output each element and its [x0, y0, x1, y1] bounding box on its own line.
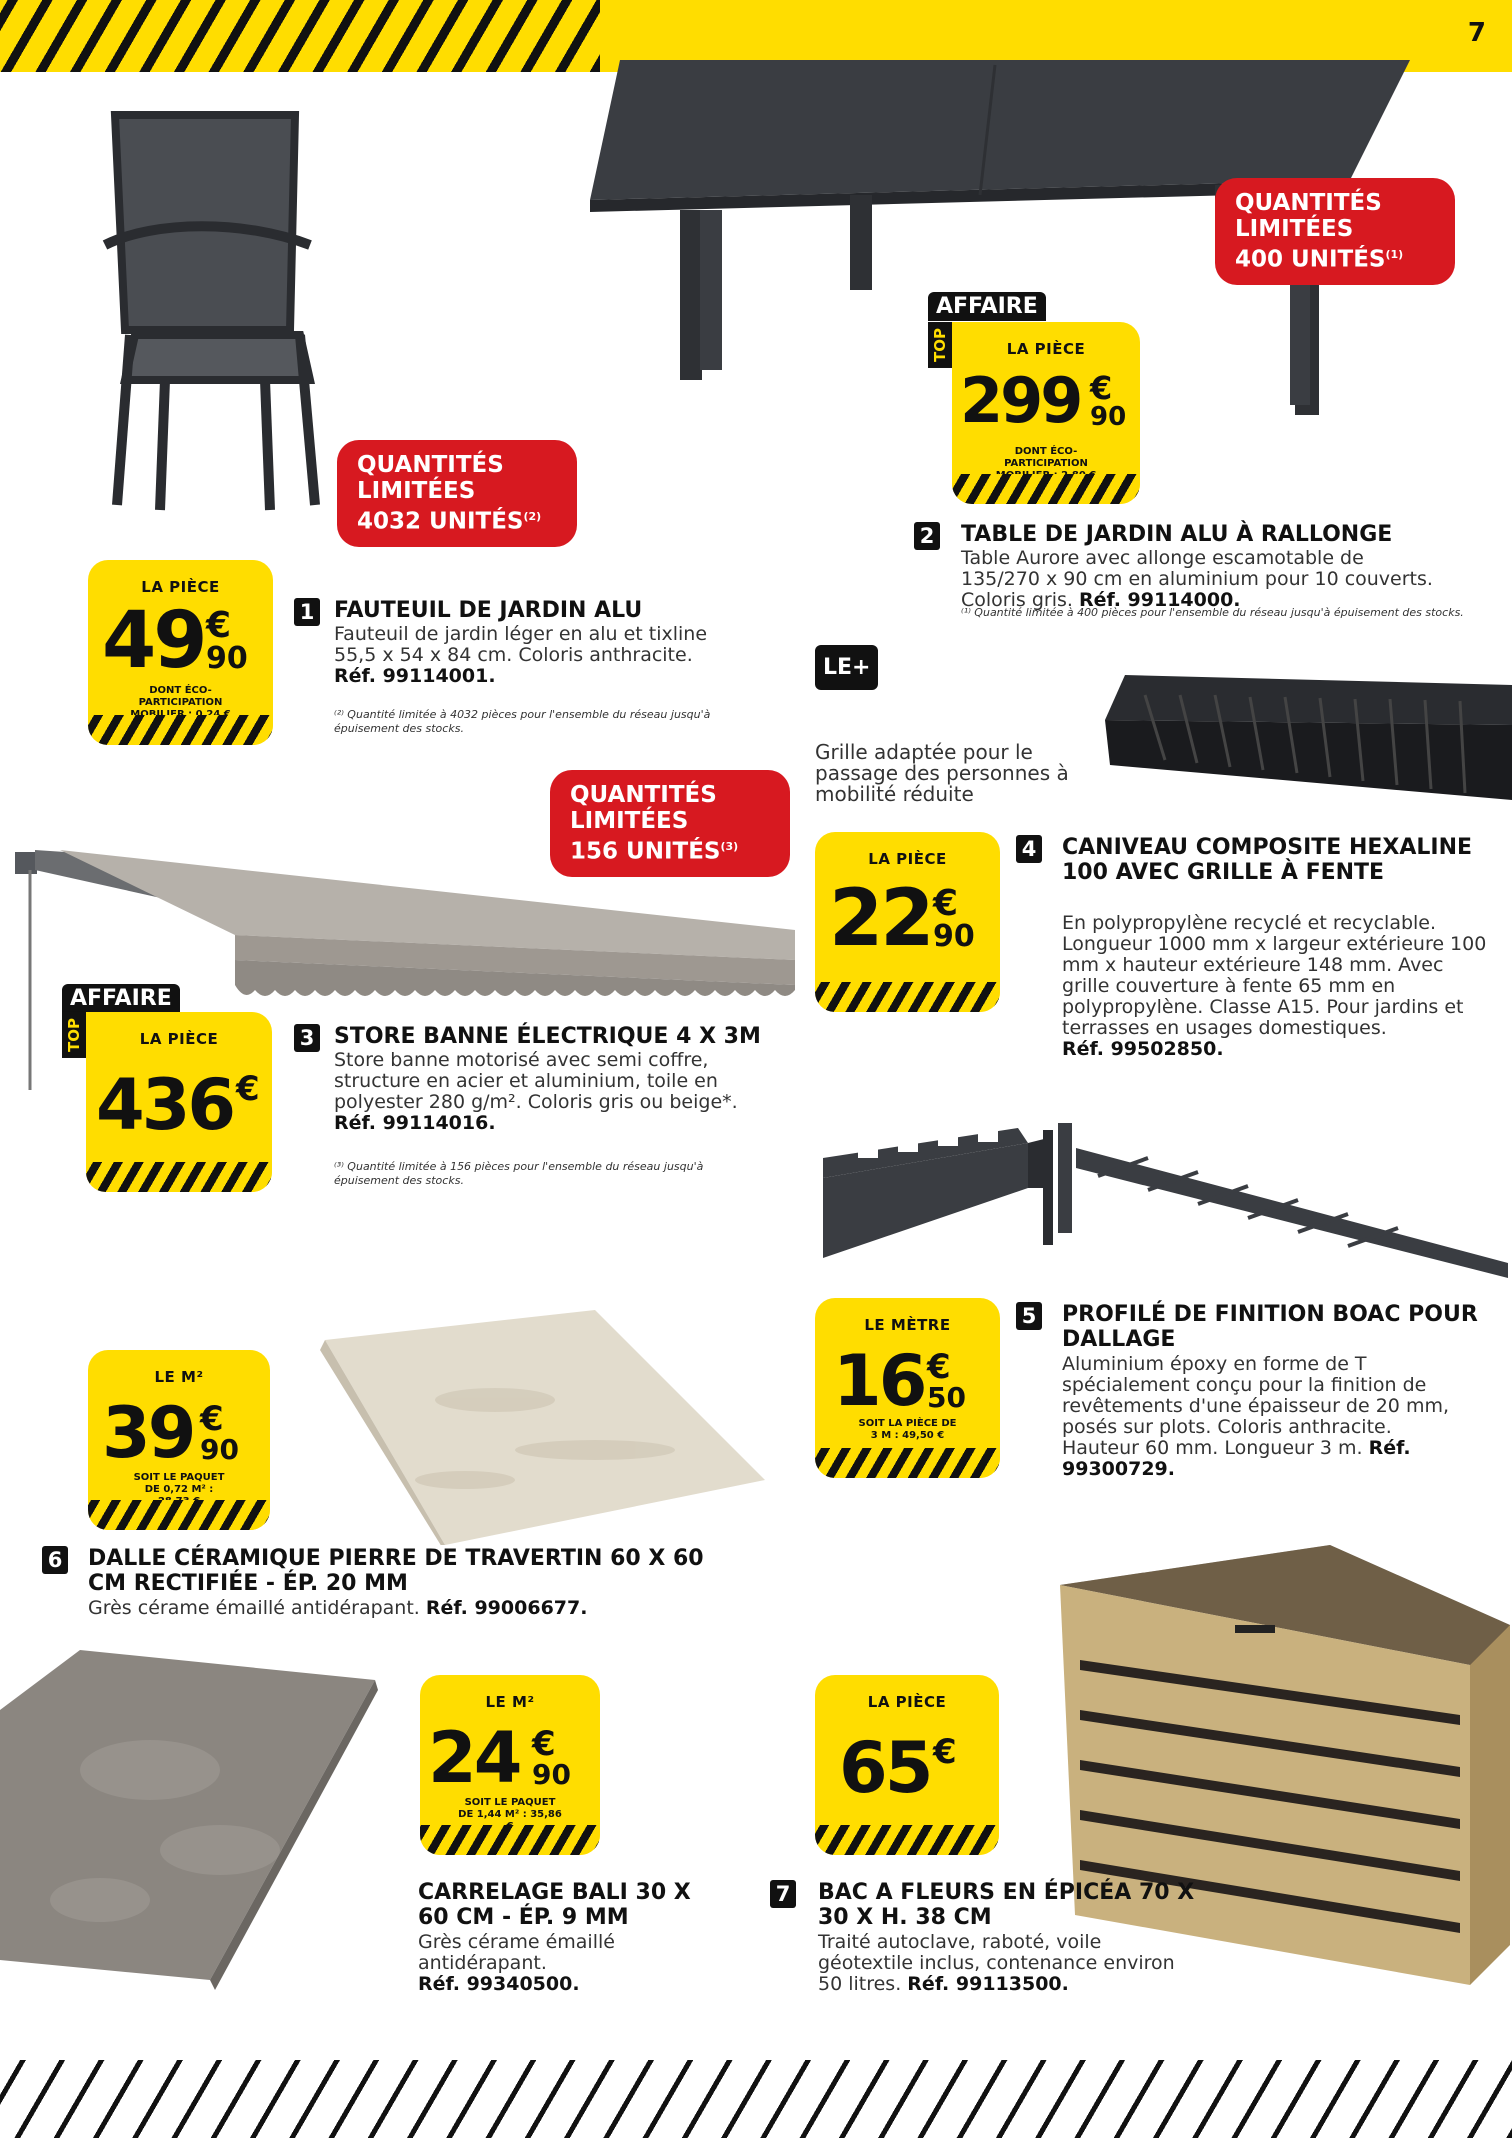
tag-stripes — [86, 1162, 272, 1192]
price-tag-8: LA PIÈCE 65 € — [815, 1675, 999, 1855]
tag-stripes — [815, 1825, 999, 1855]
product-title-bali: CARRELAGE BALI 30 X 60 CM - ÉP. 9 MM — [418, 1880, 691, 1930]
tag-stripes — [88, 1500, 270, 1530]
travertine-tile-image — [295, 1310, 765, 1545]
product-title-5: PROFILÉ DE FINITION BOAC POUR DALLAGE — [1062, 1302, 1478, 1352]
hatch-pattern — [0, 0, 600, 72]
product-title-3: STORE BANNE ÉLECTRIQUE 4 X 3M — [334, 1024, 761, 1049]
product-desc-7: Traité autoclave, raboté, voile géotextile inclus, contenance environ 50 litres. Réf. 99113500. — [818, 1931, 1175, 1995]
limited-quantity-bubble-1: QUANTITÉS LIMITÉES 4032 UNITÉS$^{(2)}$ — [337, 440, 577, 547]
product-title-4: CANIVEAU COMPOSITE HEXALINE 100 AVEC GRILLE À FENTE — [1062, 835, 1473, 885]
price-tag-2: LA PIÈCE 299 € 90 DONT ÉCO-PARTICIPATION — [952, 322, 1140, 504]
tag-stripes — [952, 474, 1140, 504]
top-badge-2: TOP — [928, 322, 952, 368]
price-tag-5: LE MÈTRE 16 € 50 SOIT LA PIÈCE DE 3 M : 49,50 € — [815, 1298, 1000, 1478]
product-desc-1: Fauteuil de jardin léger en alu et tixline 55,5 x 54 x 84 cm. Coloris anthracite. Réf. 99114001. — [334, 623, 708, 687]
tag-stripes — [420, 1825, 600, 1855]
product-number-3: 3 — [294, 1024, 320, 1052]
bali-tile-image — [0, 1650, 380, 1990]
tag-stripes — [815, 1448, 1000, 1478]
page-number: 7 — [1467, 18, 1486, 48]
product-note-2: ⁽¹⁾ Quantité limitée à 400 pièces pour l'ensemble du réseau jusqu'à épuisement des stocks. — [961, 606, 1464, 619]
tag-stripes — [815, 982, 1000, 1012]
product-number-2: 2 — [914, 522, 940, 550]
le-plus-badge: LE+ — [815, 645, 878, 690]
product-desc-4: En polypropylène recyclé et recyclable. Longueur 1000 mm x largeur extérieure 100 mm x hauteur extérieure 148 mm. Avec grille couverture à fente 65 mm en polypropylène. Classe A15. Pour jardins et terrasses en usages domestiques. Réf. 99502850. — [1062, 912, 1487, 1060]
product-number-7: 7 — [770, 1880, 796, 1908]
le-plus-text: Grille adaptée pour le passage des personnes à mobilité réduite — [815, 740, 1069, 806]
product-title-6: DALLE CÉRAMIQUE PIERRE DE TRAVERTIN 60 X 60 CM RECTIFIÉE - ÉP. 20 MM — [88, 1546, 704, 1596]
price-tag-3: LA PIÈCE 436 € — [86, 1012, 272, 1192]
product-desc-3: Store banne motorisé avec semi coffre, structure en acier et aluminium, toile en polyester 280 g/m². Coloris gris ou beige*. Réf. 99114016. — [334, 1049, 738, 1134]
caniveau-image — [1085, 665, 1512, 815]
affaire-badge-2: AFFAIRE — [928, 292, 1046, 321]
product-number-5: 5 — [1016, 1302, 1042, 1330]
product-title-7: BAC A FLEURS EN ÉPICÉA 70 X 30 X H. 38 CM — [818, 1880, 1195, 1930]
product-title-1: FAUTEUIL DE JARDIN ALU — [334, 598, 643, 623]
limited-quantity-bubble-3: QUANTITÉS LIMITÉES 156 UNITÉS$^{(3)}$ — [550, 770, 790, 877]
product-desc-2: Table Aurore avec allonge escamotable de 135/270 x 90 cm en aluminium pour 10 couverts. Coloris gris. Réf. 99114000. — [961, 547, 1433, 611]
product-note-3: ⁽³⁾ Quantité limitée à 156 pièces pour l'ensemble du réseau jusqu'à épuisement des stocks. — [334, 1160, 704, 1187]
price-tag-7: LE M² 24 € 90 SOIT LE PAQUET DE 1,44 M² : 35,86 — [420, 1675, 600, 1855]
product-note-1: ⁽²⁾ Quantité limitée à 4032 pièces pour l'ensemble du réseau jusqu'à épuisement des stocks. — [334, 708, 711, 735]
profile-image — [818, 1118, 1508, 1278]
product-desc-6: Grès cérame émaillé antidérapant. Réf. 99006677. — [88, 1597, 588, 1619]
price-tag-6: LE M² 39 € 90 SOIT LE PAQUET DE 0,72 M² : — [88, 1350, 270, 1530]
product-desc-5: Aluminium époxy en forme de T spécialement conçu pour la finition de revêtements d'une épaisseur de 20 mm, posés sur plots. Coloris anthracite. Hauteur 60 mm. Longueur 3 m. Réf. 99300729. — [1062, 1353, 1449, 1480]
garden-chair-image — [95, 105, 325, 515]
limited-quantity-bubble-2: QUANTITÉS LIMITÉES 400 UNITÉS$^{(1)}$ — [1215, 178, 1455, 285]
tag-stripes — [88, 715, 273, 745]
product-number-1: 1 — [294, 598, 320, 626]
affaire-badge-3: AFFAIRE — [62, 984, 180, 1013]
price-tag-1: LA PIÈCE 49 € 90 DONT ÉCO-PARTICIPATION — [88, 560, 273, 745]
product-number-6: 6 — [42, 1546, 68, 1574]
product-desc-bali: Grès cérame émaillé antidérapant. Réf. 99340500. — [418, 1931, 615, 1995]
top-badge-3: TOP — [62, 1012, 86, 1058]
product-number-4: 4 — [1016, 835, 1042, 863]
price-tag-4: LA PIÈCE 22 € 90 — [815, 832, 1000, 1012]
product-title-2: TABLE DE JARDIN ALU À RALLONGE — [961, 522, 1393, 547]
bottom-hatched-band — [0, 2060, 1512, 2138]
